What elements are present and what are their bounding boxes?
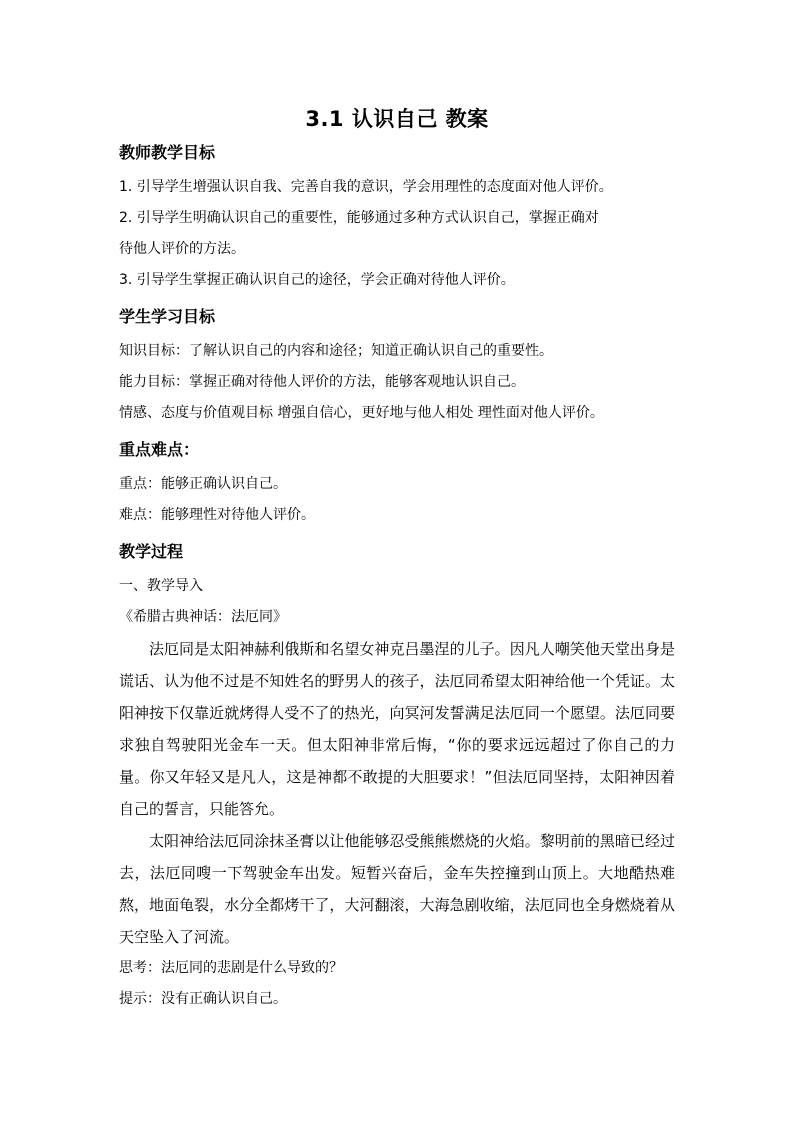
key-point-item: 难点：能够理性对待他人评价。 xyxy=(119,507,315,523)
key-points-heading: 重点难点： xyxy=(119,440,200,459)
teacher-goal-item: 2. 引导学生明确认识自己的重要性，能够通过多种方式认识自己，掌握正确对 xyxy=(119,210,599,226)
document-content xyxy=(119,100,675,1015)
student-goal-item: 能力目标：掌握正确对待他人评价的方法，能够客观地认识自己。 xyxy=(119,374,525,390)
key-point-item: 重点：能够正确认识自己。 xyxy=(119,476,287,492)
student-goals-heading: 学生学习目标 xyxy=(119,307,216,326)
story-paragraph: 法厄同是太阳神赫利俄斯和名望女神克吕墨涅的儿子。因凡人嘲笑他天堂出身是谎话、认为他不过是不知姓名的野男人的孩子，法厄同希望太阳神给他一个凭证。太阳神按下仅靠近就烤得人受不了的热光，向冥河发誓满足法厄同一个愿望。法厄同要求独自驾驶阳光金车一天。但太阳神非常后悔，“你的要求远远超过了你自己的力量。你又年轻又是凡人，这是神都不敢提的大胆要求！”但法厄同坚持，太阳神因着自己的誓言，只能答允。 xyxy=(119,640,675,818)
discussion-question: 思考：法厄同的悲剧是什么导致的？ xyxy=(119,960,343,976)
teacher-goal-item: 3. 引导学生掌握正确认识自己的途径，学会正确对待他人评价。 xyxy=(119,272,515,288)
page-title: 3.1 认识自己 教案 xyxy=(305,107,489,131)
student-goal-item: 知识目标：了解认识自己的内容和途径；知道正确认识自己的重要性。 xyxy=(119,343,553,359)
student-goal-item: 情感、态度与价值观目标 增强自信心，更好地与他人相处 理性面对他人评价。 xyxy=(119,405,604,421)
teacher-goal-item: 待他人评价的方法。 xyxy=(119,241,245,257)
teacher-goals-heading: 教师教学目标 xyxy=(119,143,216,162)
discussion-hint: 提示：没有正确认识自己。 xyxy=(119,991,287,1007)
process-heading: 教学过程 xyxy=(119,542,184,561)
teacher-goal-item: 1. 引导学生增强认识自我、完善自我的意识，学会用理性的态度面对他人评价。 xyxy=(119,179,613,195)
story-title: 《希腊古典神话：法厄同》 xyxy=(119,609,287,625)
process-subheading: 一、教学导入 xyxy=(119,578,203,594)
story-paragraph: 太阳神给法厄同涂抹圣膏以让他能够忍受熊熊燃烧的火焰。黎明前的黑暗已经过去，法厄同嗖一下驾驶金车出发。短暂兴奋后，金车失控撞到山顶上。大地酷热难熬，地面龟裂，水分全都烤干了，大河翻滚，大海急剧收缩，法厄同也全身燃烧着从天空坠入了河流。 xyxy=(119,832,675,946)
